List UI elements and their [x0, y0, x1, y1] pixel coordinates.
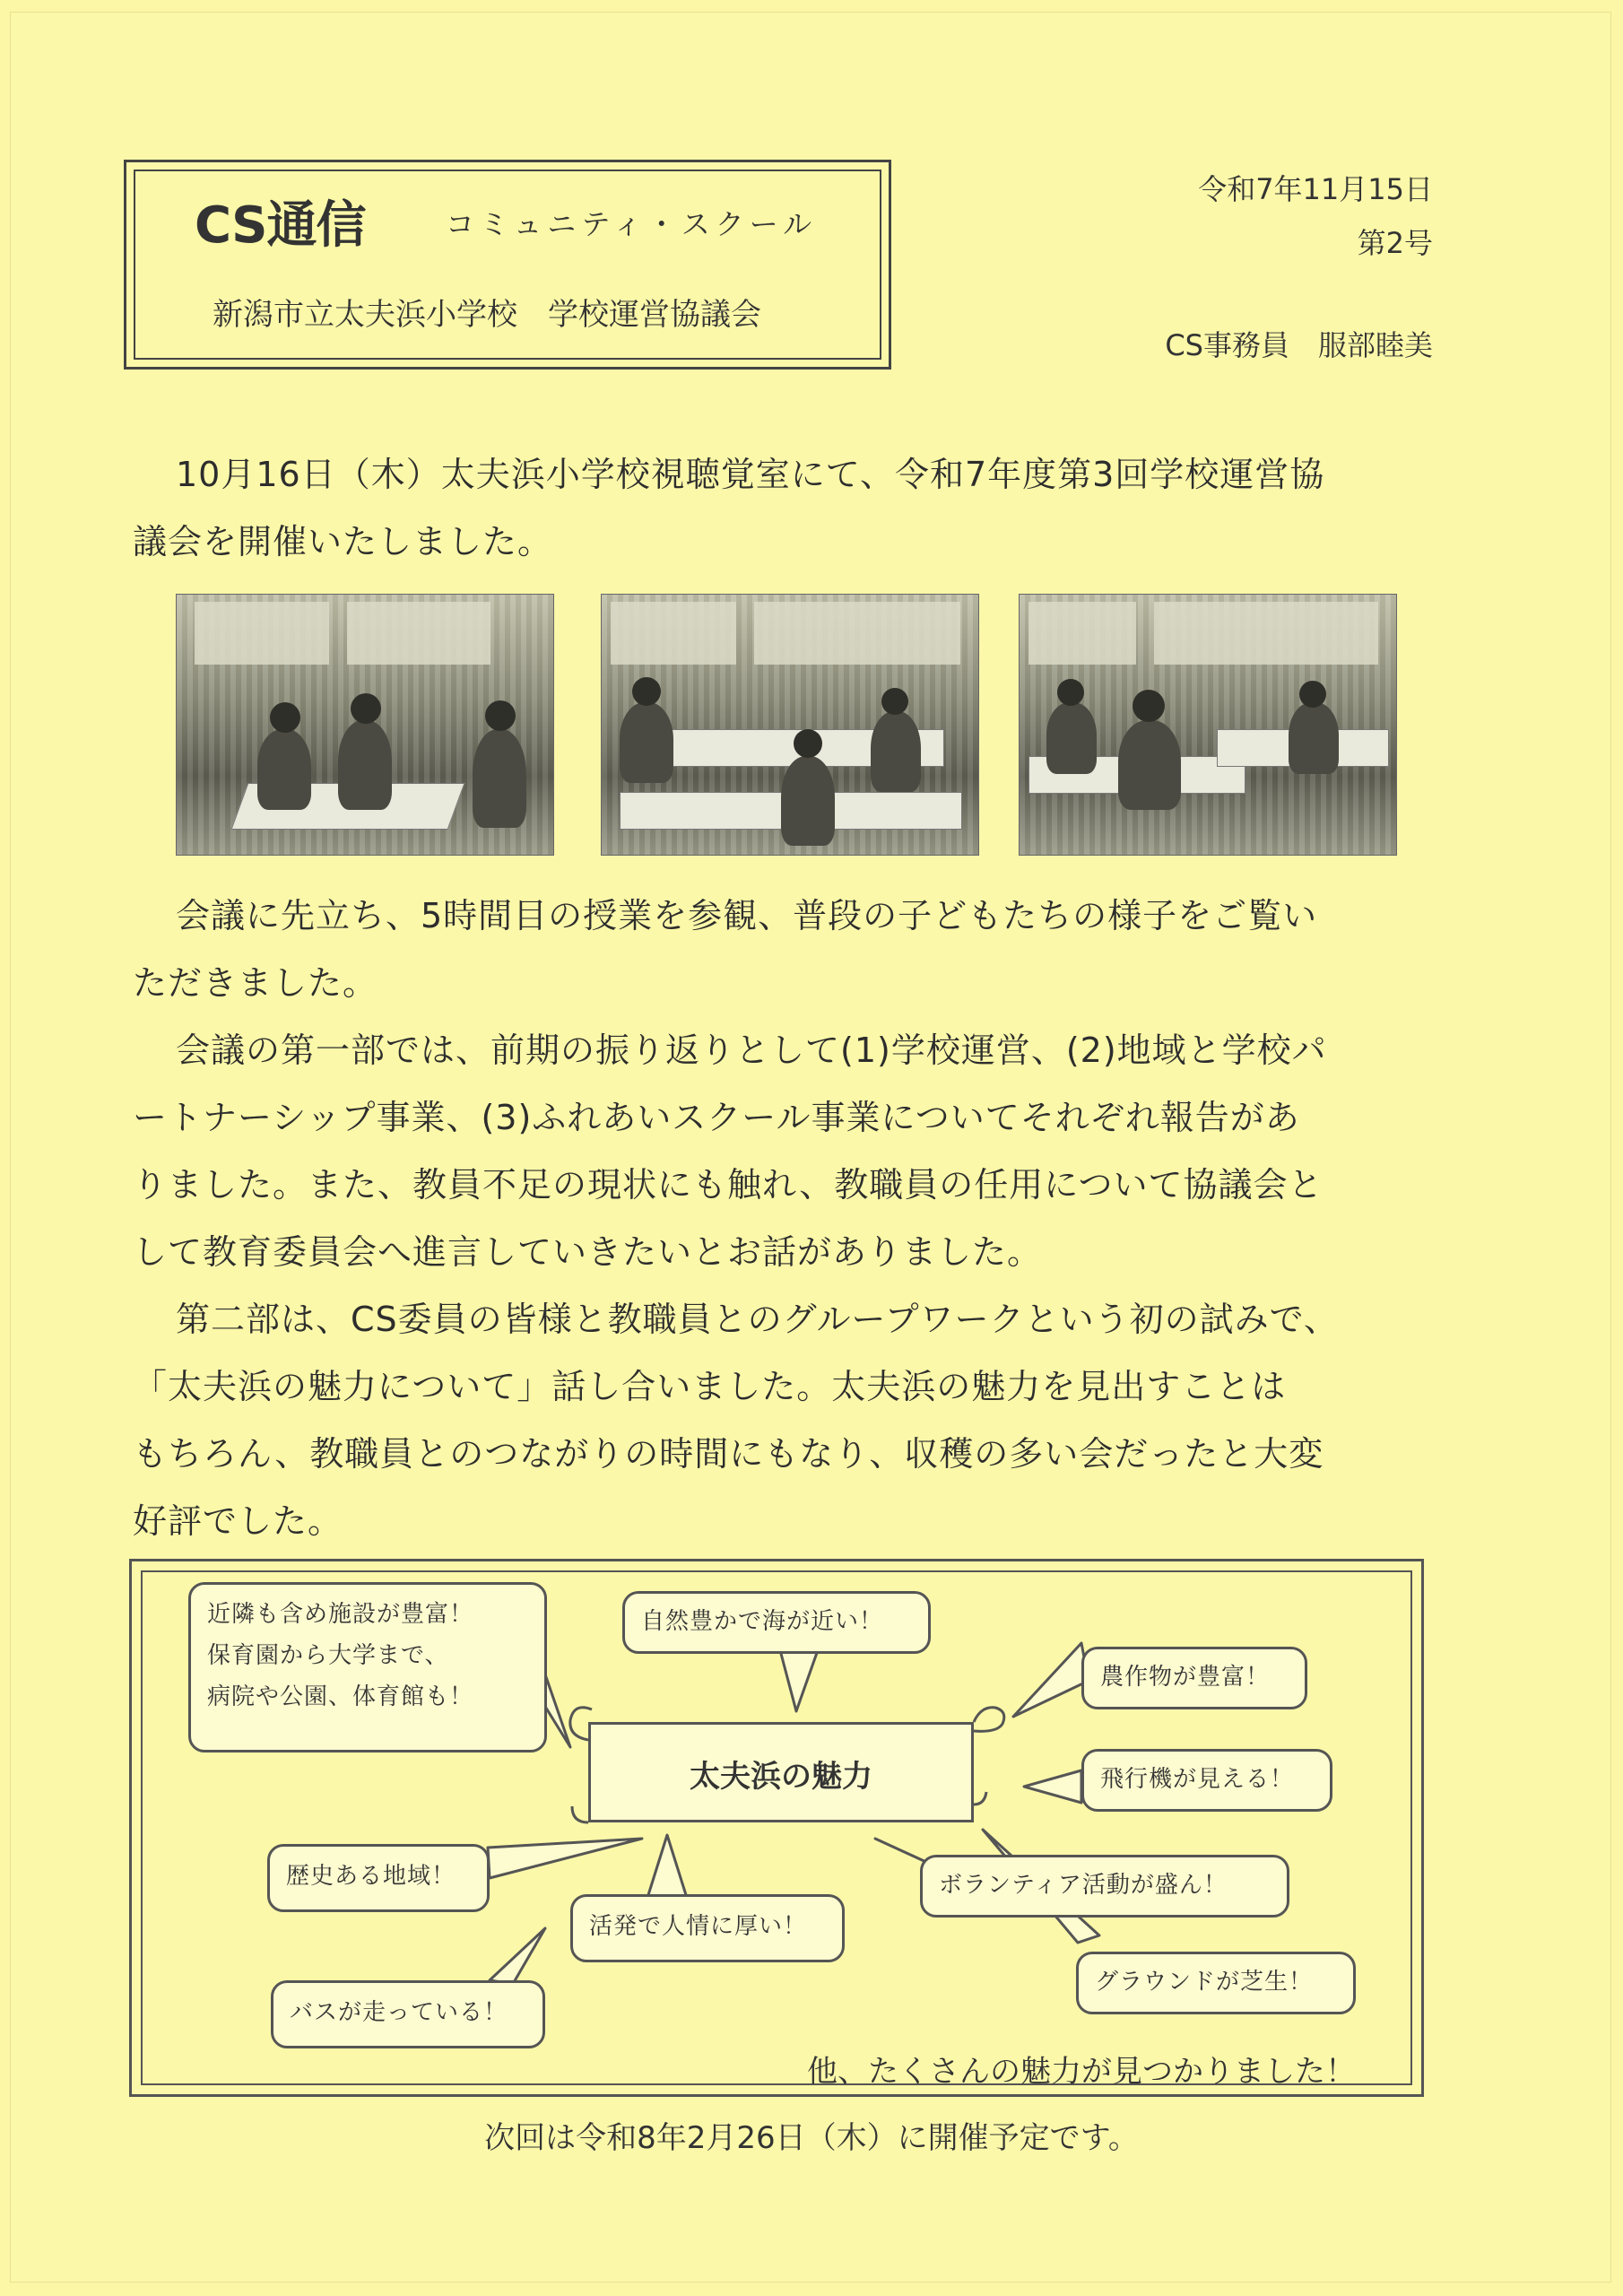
intro-line: 10月16日（木）太夫浜小学校視聴覚室にて、令和7年度第3回学校運営協	[176, 455, 1325, 494]
bubble-nature: 自然豊かで海が近い！	[622, 1591, 931, 1654]
intro-line: 議会を開催いたしました。	[133, 522, 553, 561]
school-name: 新潟市立太夫浜小学校 学校運営協議会	[213, 297, 761, 333]
bubble-airplanes: 飛行機が見える！	[1081, 1749, 1332, 1812]
bubble-volunteer: ボランティア活動が盛ん！	[920, 1855, 1289, 1918]
paragraph-line: 好評でした。	[133, 1501, 343, 1541]
paragraph-line: 「太夫浜の魅力について」話し合いました。太夫浜の魅力を見出すことは	[133, 1367, 1287, 1406]
bubble-crops: 農作物が豊富！	[1081, 1647, 1307, 1709]
paragraph-line: 会議に先立ち、5時間目の授業を参観、普段の子どもたちの様子をご覧い	[176, 896, 1318, 935]
next-meeting-note: 次回は令和8年2月26日（木）に開催予定です。	[484, 2120, 1139, 2156]
charm-center-scroll	[588, 1722, 974, 1822]
newsletter-subtitle: コミュニティ・スクール	[446, 207, 818, 241]
paragraph-line: もちろん、教職員とのつながりの時間にもなり、収穫の多い会だったと大変	[133, 1434, 1324, 1474]
issue-number: 第2号	[1357, 226, 1433, 260]
bubble-lawn: グラウンドが芝生！	[1076, 1952, 1356, 2014]
newsletter-title: CS通信	[195, 196, 366, 255]
paragraph-line: ートナーシップ事業、(3)ふれあいスクール事業についてそれぞれ報告があ	[133, 1098, 1300, 1137]
paragraph-line: りました。また、教員不足の現状にも触れ、教職員の任用について協議会と	[133, 1165, 1324, 1205]
paragraph-line: して教育委員会へ進言していきたいとお話がありました。	[133, 1232, 1043, 1272]
bubble-line: 病院や公園、体育館も！	[207, 1683, 474, 1710]
bubble-facilities	[188, 1582, 547, 1752]
bubble-line: 近隣も含め施設が豊富！	[207, 1601, 474, 1628]
paragraph-line: ただきました。	[133, 963, 378, 1003]
paragraph-line: 会議の第一部では、前期の振り返りとして(1)学校運営、(2)地域と学校パ	[176, 1031, 1327, 1070]
paragraph-line: 第二部は、CS委員の皆様と教職員とのグループワークという初の試みで、	[176, 1300, 1339, 1339]
bubble-line: 保育園から大学まで、	[207, 1642, 449, 1669]
author: CS事務員 服部睦美	[1165, 328, 1433, 362]
charm-footer-note: 他、たくさんの魅力が見つかりました！	[807, 2054, 1356, 2090]
bubble-history: 歴史ある地域！	[267, 1844, 490, 1912]
issue-date: 令和7年11月15日	[1198, 172, 1433, 206]
bubble-people: 活発で人情に厚い！	[570, 1894, 845, 1962]
charm-center-label: 太夫浜の魅力	[690, 1759, 872, 1795]
bubble-bus: バスが走っている！	[271, 1980, 545, 2048]
